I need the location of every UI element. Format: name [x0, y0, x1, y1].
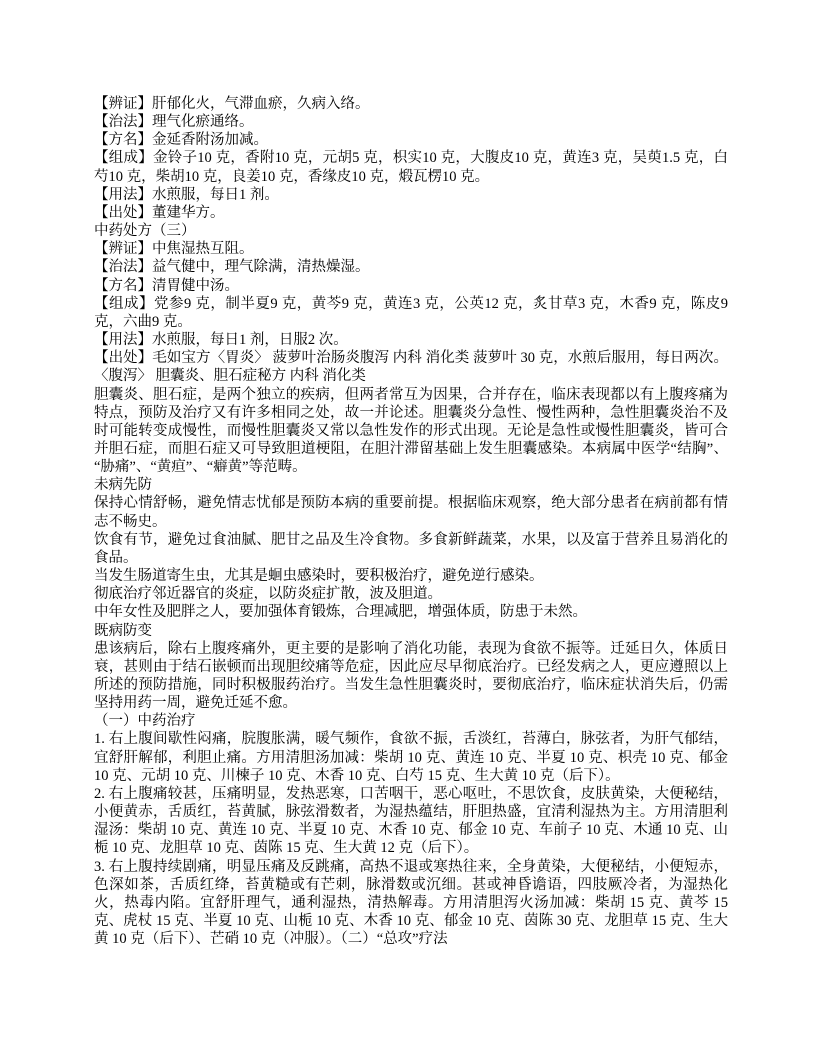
rx3-syndrome-line: 【辨证】中焦湿热互阻。	[94, 241, 254, 258]
prevention-item-mood: 保持心情舒畅，避免情志忧郁是预防本病的重要前提。根据临床观察，绝大部分患者在病前都有情志不畅史。	[94, 495, 728, 530]
progression-prevention-heading: 既病防变	[94, 622, 152, 639]
rx3-section-title: 中药处方（三）	[94, 223, 196, 240]
tcm-pattern-2-paragraph: 2. 右上腹痛较甚，压痛明显，发热恶寒，口苦咽干，恶心呕吐，不思饮食，皮肤黄染，大便秘结，小便黄赤，舌质红，苔黄腻，脉弦滑数者，为湿热蕴结，肝胆热盛，宜清利湿热为主。方用清胆利湿汤：柴胡 10 克、黄连 10 克、半夏 10 克、木香 10 克、郁金 10 克、车前子 10 克、木通 10 克、山栀 10 克、龙胆草 10 克、茵陈 15 克、生大黄 12 克（后下）。	[94, 785, 728, 857]
prevention-heading: 未病先防	[94, 477, 152, 494]
progression-prevention-paragraph: 患该病后，除右上腹疼痛外，更主要的是影响了消化功能，表现为食欲不振等。迁延日久，体质日衰，甚则由于结石嵌顿而出现胆绞痛等危症，因此应尽早彻底治疗。已经发病之人，更应遵照以上所述的预防措施，同时积极服药治疗。当发生急性胆囊炎时，要彻底治疗，临床症状消失后，仍需坚持用药一周，避免迁延不愈。	[94, 640, 728, 712]
rx2-syndrome-line: 【辨证】肝郁化火，气滞血瘀，久病入络。	[94, 96, 370, 112]
rx2-source-line: 【出处】董建华方。	[94, 204, 225, 221]
rx2-usage-line: 【用法】水煎服，每日1 剂。	[94, 186, 279, 203]
prevention-item-exercise: 中年女性及肥胖之人，要加强体育锻炼，合理减肥，增强体质，防患于未然。	[94, 604, 587, 621]
prevention-item-parasite: 当发生肠道寄生虫，尤其是蛔虫感染时，要积极治疗，避免逆行感染。	[94, 568, 544, 585]
prevention-item-diet: 饮食有节，避免过食油腻、肥甘之品及生冷食物。多食新鲜蔬菜，水果，以及富于营养且易消化的食品。	[94, 531, 728, 566]
rx2-composition-line: 【组成】金铃子10 克，香附10 克，元胡5 克，枳实10 克，大腹皮10 克，黄连3 克，吴萸1.5 克，白芍10 克，柴胡10 克，良姜10 克，香缘皮10 克，煅瓦楞10 克。	[94, 150, 728, 185]
rx3-composition-line: 【组成】党参9 克，制半夏9 克，黄芩9 克，黄连3 克，公英12 克，炙甘草3 克，木香9 克，陈皮9 克，六曲9 克。	[94, 295, 728, 330]
rx3-usage-line: 【用法】水煎服，每日1 剂，日服2 次。	[94, 332, 348, 349]
rx2-formula-name-line: 【方名】金延香附汤加减。	[94, 132, 268, 149]
rx2-treatment-method-line: 【治法】理气化瘀通络。	[94, 114, 254, 131]
disease-overview-paragraph: 胆囊炎、胆石症，是两个独立的疾病，但两者常互为因果，合并存在，临床表现都以有上腹疼痛为特点，预防及治疗又有许多相同之处，故一并论述。胆囊炎分急性、慢性两种，急性胆囊炎治不及时可能转变成慢性，而慢性胆囊炎又常以急性发作的形式出现。无论是急性或慢性胆囊炎，皆可合并胆石症，而胆石症又可导致胆道梗阻，在胆汁滞留基础上发生胆囊感染。本病属中医学“结胸”、“胁痛”、“黄疸”、“癖黄”等范畴。	[94, 386, 728, 476]
tcm-pattern-3-paragraph: 3. 右上腹持续剧痛，明显压痛及反跳痛，高热不退或寒热往来，全身黄染，大便秘结，小便短赤，色深如茶，舌质红绛，苔黄糙或有芒刺，脉滑数或沉细。甚或神昏谵语，四肢厥冷者，为湿热化火，热毒内陷。宜舒肝理气，通利湿热，清热解毒。方用清胆泻火汤加减：柴胡 15 克、黄芩 15 克、虎杖 15 克、半夏 10 克、山栀 10 克、木香 10 克、郁金 10 克、茵陈 30 克、龙胆草 15 克、生大黄 10 克（后下）、芒硝 10 克（冲服）。（二）“总攻”疗法	[94, 858, 728, 948]
rx3-treatment-method-line: 【治法】益气健中，理气除满，清热燥湿。	[94, 259, 370, 276]
tcm-treatment-heading: （一）中药治疗	[94, 713, 196, 730]
tcm-pattern-1-paragraph: 1. 右上腹间歇性闷痛，脘腹胀满，暖气频作，食欲不振，舌淡红，苔薄白，脉弦者，为肝气郁结，宜舒肝解郁，利胆止痛。方用清胆汤加减：柴胡 10 克、黄连 10 克、半夏 10 克、枳壳 10 克、郁金 10 克、元胡 10 克、川楝子 10 克、木香 10 克、白芍 15 克、生大黄 10 克（后下）。	[94, 731, 728, 784]
rx3-formula-name-line: 【方名】清胃健中汤。	[94, 277, 239, 294]
prevention-item-inflammation: 彻底治疗邻近器官的炎症，以防炎症扩散，波及胆道。	[94, 586, 442, 603]
rx3-source-line: 【出处】毛如宝方〈胃炎〉 菠萝叶治肠炎腹泻 内科 消化类 菠萝叶 30 克，水煎后服用，每日两次。〈腹泻〉 胆囊炎、胆石症秘方 内科 消化类	[94, 350, 728, 385]
